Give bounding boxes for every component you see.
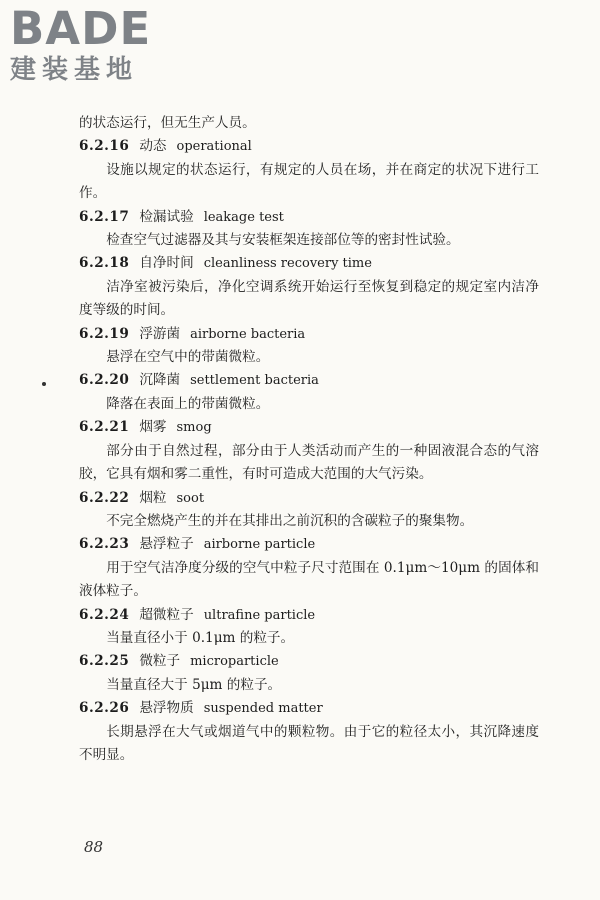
term-number: 6.2.23 [79,536,130,553]
term-definition: 降落在表面上的带菌微粒。 [106,395,270,412]
logo-subtitle: 建装基地 [10,55,139,85]
term-number: 6.2.20 [79,372,130,389]
term-entry-25 [79,650,539,697]
bade-logo [10,2,185,92]
term-entry-24 [79,604,539,651]
term-entry-18 [79,252,539,322]
term-number: 6.2.16 [79,138,130,155]
term-definition: 用于空气洁净度分级的空气中粒子尺寸范围在 0.1μm～10μm 的固体和液体粒子。 [79,559,539,600]
term-english: operational [176,139,252,155]
term-english: airborne bacteria [190,326,306,342]
term-chinese: 悬浮物质 [139,700,194,717]
term-chinese: 烟雾 [139,419,167,436]
term-english: ultrafine particle [203,607,316,623]
term-english: soot [176,490,205,506]
term-number: 6.2.22 [79,489,130,506]
term-entry-26 [79,697,539,767]
term-entry-22 [79,487,539,534]
term-entry-20 [79,369,539,416]
term-entry-19 [79,323,539,370]
term-number: 6.2.26 [79,700,130,717]
term-chinese: 沉降菌 [139,372,181,389]
page-content [79,112,539,767]
intro-line: 的状态运行，但无生产人员。 [79,115,256,131]
term-chinese: 自净时间 [139,255,194,272]
term-entry-16 [79,135,539,205]
term-number: 6.2.19 [79,325,130,342]
term-number: 6.2.18 [79,255,130,272]
term-entry-17 [79,206,539,253]
term-definition: 检查空气过滤器及其与安装框架连接部位等的密封性试验。 [106,232,460,249]
term-number: 6.2.21 [79,419,130,436]
term-number: 6.2.24 [79,606,130,623]
term-chinese: 悬浮粒子 [139,536,194,553]
page-number: 88 [84,838,104,856]
term-entry-21 [79,416,539,486]
term-english: airborne particle [203,537,316,553]
term-chinese: 浮游菌 [139,325,181,342]
term-definition: 洁净室被污染后，净化空调系统开始运行至恢复到稳定的规定室内洁净度等级的时间。 [79,278,539,319]
term-entry-23 [79,533,539,603]
term-definition: 部分由于自然过程，部分由于人类活动而产生的一种固液混合态的气溶胶，它具有烟和雾二重性，有时可造成大范围的大气污染。 [79,442,539,483]
term-definition: 当量直径小于 0.1μm 的粒子。 [106,629,295,646]
term-english: leakage test [203,209,284,225]
margin-dot [42,382,46,386]
term-number: 6.2.17 [79,208,130,225]
term-english: settlement bacteria [190,373,319,389]
term-chinese: 烟粒 [139,489,167,506]
term-definition: 不完全燃烧产生的并在其排出之前沉积的含碳粒子的聚集物。 [106,512,474,529]
term-definition: 当量直径大于 5μm 的粒子。 [106,676,282,693]
term-definition: 悬浮在空气中的带菌微粒。 [106,349,270,366]
term-english: microparticle [190,654,279,670]
term-chinese: 动态 [139,138,167,155]
logo-word: BADE [10,2,152,55]
term-number: 6.2.25 [79,653,130,670]
term-chinese: 超微粒子 [139,606,194,623]
term-definition: 长期悬浮在大气或烟道气中的颗粒物。由于它的粒径太小，其沉降速度不明显。 [79,723,539,763]
term-definition: 设施以规定的状态运行，有规定的人员在场，并在商定的状况下进行工作。 [79,161,539,202]
term-chinese: 检漏试验 [139,208,194,225]
term-chinese: 微粒子 [139,653,181,670]
term-english: cleanliness recovery time [203,256,372,272]
term-english: suspended matter [203,701,323,717]
term-english: smog [176,420,212,436]
